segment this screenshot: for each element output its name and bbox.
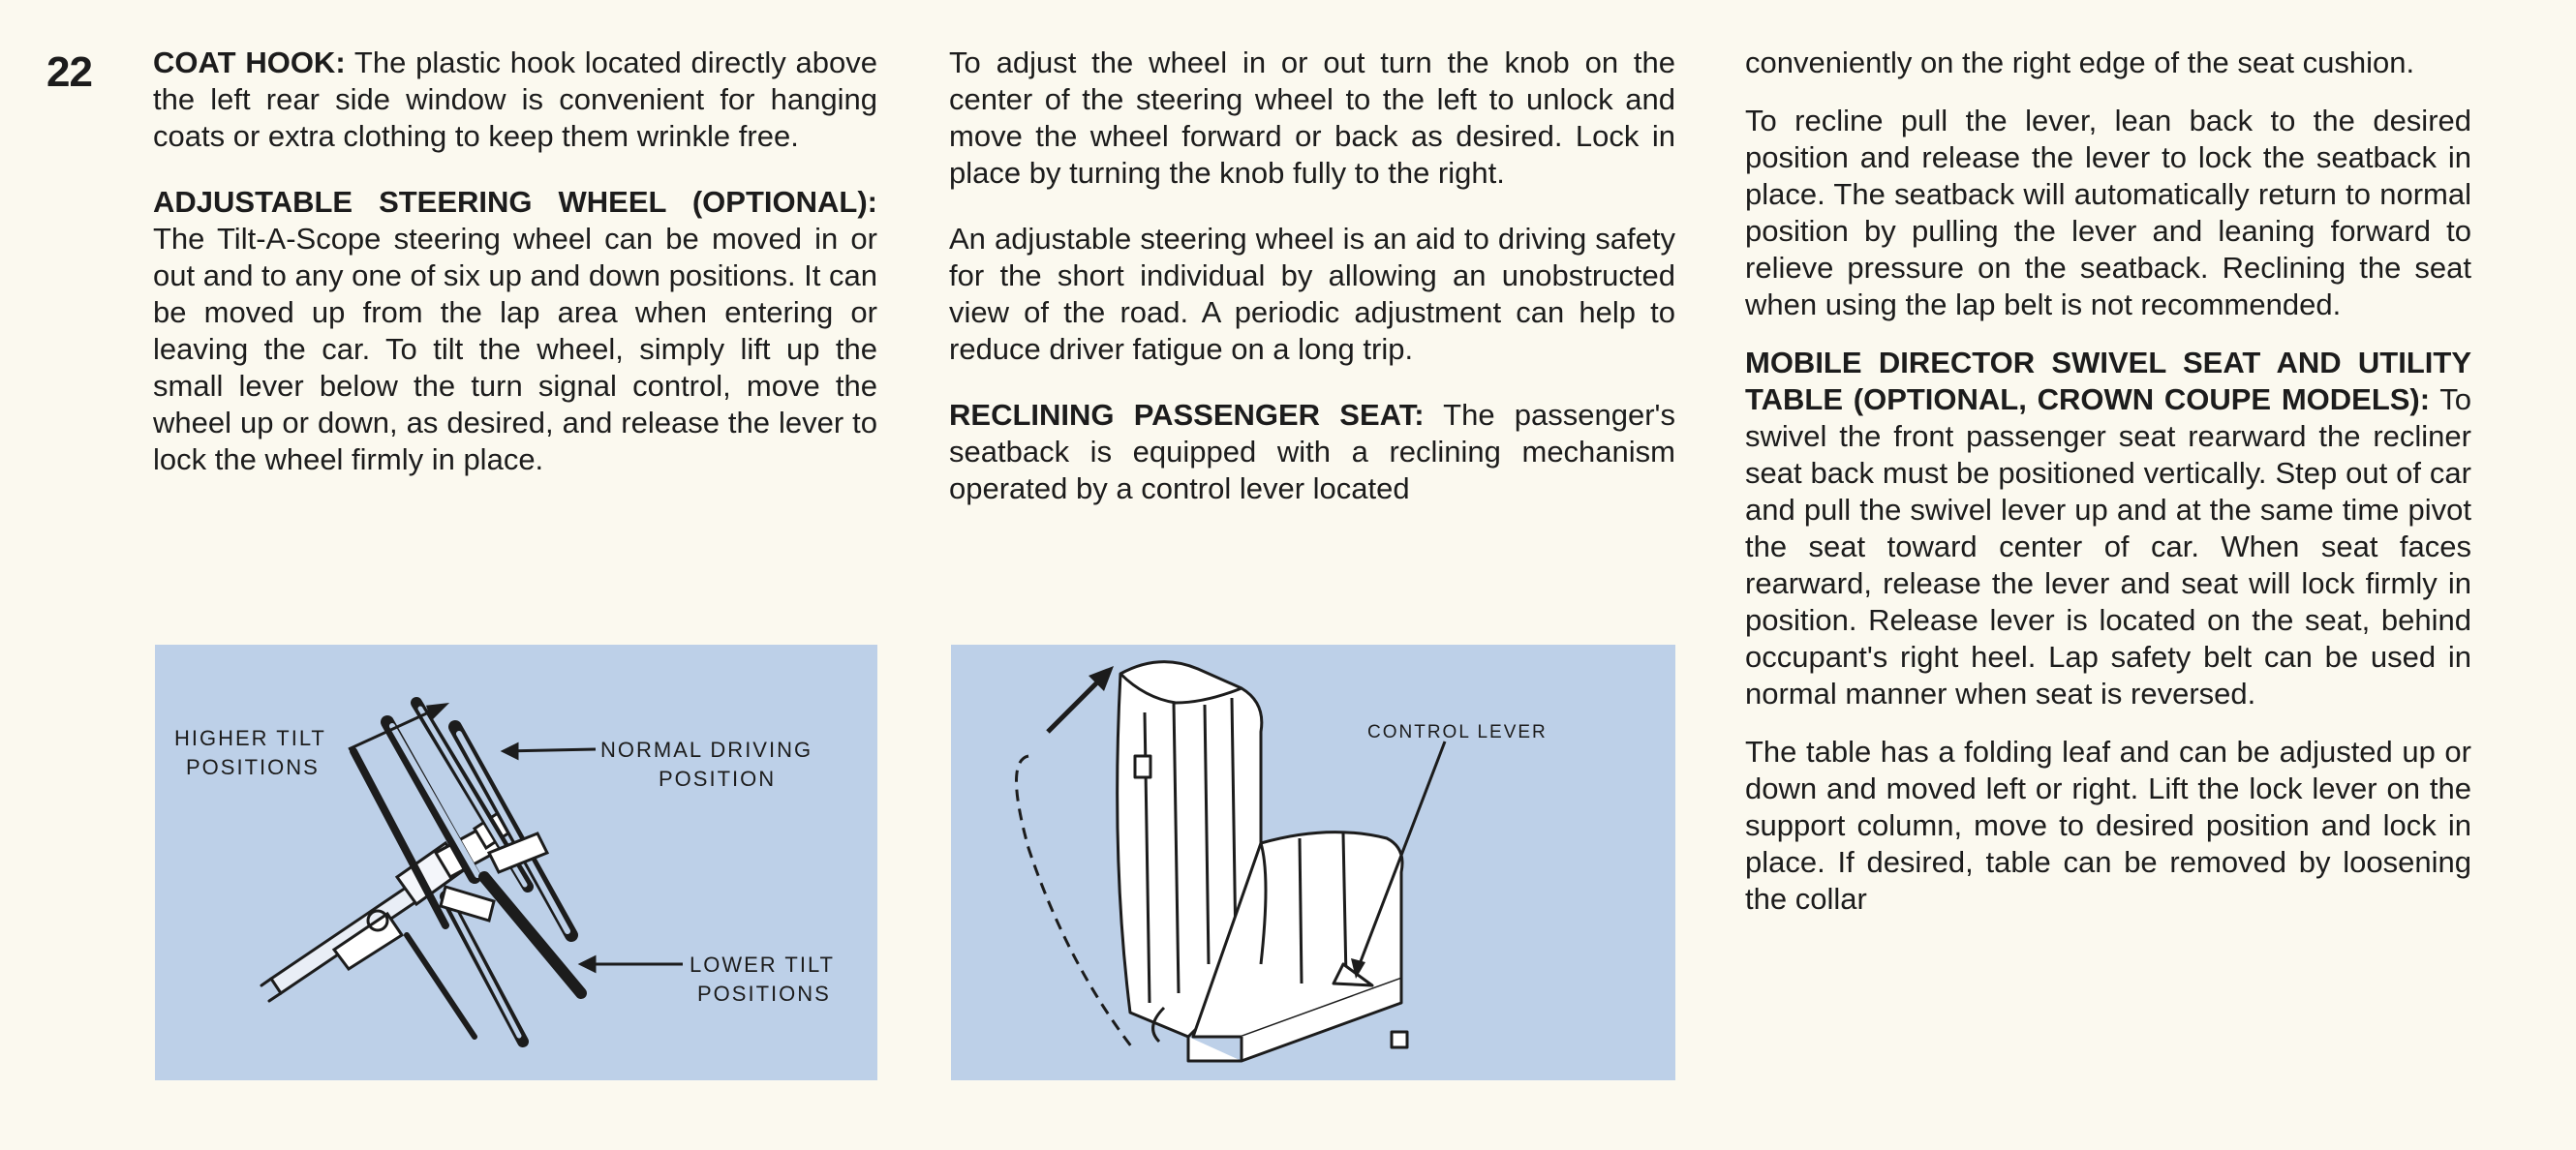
lower-tilt-label-line2: POSITIONS bbox=[697, 982, 831, 1006]
swivel-seat-paragraph bbox=[1745, 345, 2471, 712]
driving-aid-paragraph: An adjustable steering wheel is an aid to driving safety for the short individual by allowing an unobstructed view of the road. A periodic adjustment can help to reduce driver fatigue on a long trip. bbox=[949, 222, 1675, 366]
steering-wheel-heading: ADJUSTABLE STEERING WHEEL (OPTIONAL): bbox=[153, 185, 877, 219]
steering-wheel-illustration bbox=[155, 645, 877, 1080]
control-lever-label: CONTROL LEVER bbox=[1367, 722, 1548, 742]
swivel-seat-heading: MOBILE DIRECTOR SWIVEL SEAT AND UTILITY TABLE (OPTIONAL, CROWN COUPE MODELS): bbox=[1745, 346, 2471, 416]
coat-hook-text: The plastic hook located directly above the left rear side window is convenient for hanging coats or extra clothing to keep them wrinkle free. bbox=[153, 45, 877, 153]
normal-driving-label-line2: POSITION bbox=[659, 767, 777, 791]
column-right bbox=[1745, 45, 2471, 939]
steering-wheel-drawing bbox=[155, 645, 877, 1080]
adjust-wheel-paragraph: To adjust the wheel in or out turn the knob on the center of the steering wheel to the left to unlock and move the wheel forward or back as desired. Lock in place by turning the knob fully to the right. bbox=[949, 45, 1675, 190]
higher-tilt-label-line2: POSITIONS bbox=[186, 755, 320, 779]
reclining-seat-drawing bbox=[951, 645, 1675, 1080]
column-left bbox=[153, 45, 877, 499]
reclining-seat-heading: RECLINING PASSENGER SEAT: bbox=[949, 398, 1425, 432]
reclining-seat-text: The passenger's seatback is equipped with a reclining mechanism operated by a control lever located bbox=[949, 398, 1675, 505]
coat-hook-heading: COAT HOOK: bbox=[153, 45, 346, 79]
lower-tilt-label-line1: LOWER TILT bbox=[690, 953, 835, 977]
higher-tilt-label-line1: HIGHER TILT bbox=[174, 726, 326, 750]
cushion-continuation-paragraph: conveniently on the right edge of the seat cushion. bbox=[1745, 45, 2415, 79]
page-number: 22 bbox=[46, 48, 92, 96]
steering-wheel-paragraph bbox=[153, 184, 877, 478]
recline-instructions-paragraph: To recline pull the lever, lean back to the desired position and release the lever to lock the seatback in place. The seatback will automatically return to normal position by pulling the lever and leaning forward to relieve pressure on the seatback. Reclining the seat when using the lap belt is not recommended. bbox=[1745, 104, 2471, 321]
utility-table-paragraph: The table has a folding leaf and can be adjusted up or down and moved left or right. Lift the lock lever on the support column, move to desired position and lock in place. If desired, table can be removed by loosening the collar bbox=[1745, 735, 2471, 916]
coat-hook-paragraph bbox=[153, 45, 877, 155]
column-middle bbox=[949, 45, 1675, 529]
reclining-seat-illustration bbox=[951, 645, 1675, 1080]
reclining-seat-paragraph bbox=[949, 397, 1675, 507]
swivel-seat-text: To swivel the front passenger seat rearward the recliner seat back must be positioned vertically. Step out of car and pull the swivel lever up and at the same time pivot the seat toward center of car. When seat faces rearward, release the lever and seat will lock firmly in position. Release lever is located on the seat, behind occupant's right heel. Lap safety belt can be used in normal manner when seat is reversed. bbox=[1745, 382, 2472, 711]
steering-wheel-text: The Tilt-A-Scope steering wheel can be moved in or out and to any one of six up and down positions. It can be moved up from the lap area when entering or leaving the car. To tilt the wheel, simply lift up the small lever below the turn signal control, move the wheel up or down, as desired, and release the lever to lock the wheel firmly in place. bbox=[153, 222, 877, 476]
normal-driving-label-line1: NORMAL DRIVING bbox=[600, 738, 813, 762]
